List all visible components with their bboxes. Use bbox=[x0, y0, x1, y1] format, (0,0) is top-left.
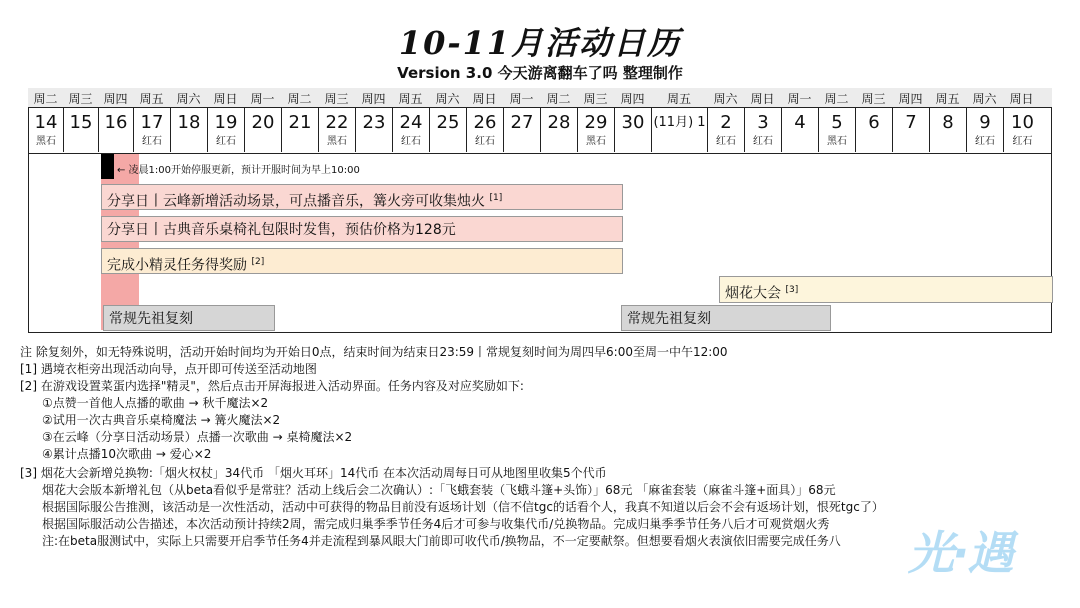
date-stone-tag: 红石 bbox=[401, 136, 421, 147]
note-3-line: 根据国际服活动公告描述，本次活动预计持续2周，需完成归巢季季节任务4后才可参与收集代币/兑换物品。完成归巢季季节任务八后才可观赏烟火秀 bbox=[42, 517, 830, 531]
date-stone-tag: 红石 bbox=[216, 136, 236, 147]
weekday-label: 周二 bbox=[824, 92, 849, 106]
date-number: 28 bbox=[547, 112, 571, 133]
note-2-item: ④累计点播10次歌曲 → 爱心×2 bbox=[42, 447, 212, 461]
date-number: 14 bbox=[34, 112, 58, 133]
date-number: 5 bbox=[831, 112, 843, 133]
date-number: 18 bbox=[177, 112, 201, 133]
weekday-label: 周三 bbox=[68, 92, 93, 106]
date-stone-tag: 红石 bbox=[1012, 136, 1033, 147]
event-bar-share-day-gift bbox=[101, 216, 623, 242]
date-number: 25 bbox=[436, 112, 460, 133]
event-bar-fireworks bbox=[719, 276, 1053, 303]
weekday-label: 周四 bbox=[898, 92, 923, 106]
weekday-label: 周六 bbox=[972, 92, 997, 106]
date-stone-tag: 红石 bbox=[753, 136, 773, 147]
weekday-label: 周四 bbox=[103, 92, 128, 106]
note-1: [1] 遇境衣柜旁出现活动向导，点开即可传送至活动地图 bbox=[20, 362, 317, 376]
date-cell bbox=[930, 108, 967, 152]
weekday-label: 周五 bbox=[139, 92, 164, 106]
date-cell bbox=[782, 108, 819, 152]
note-2: [2] 在游戏设置菜蛋内选择"精灵"，然后点击开屏海报进入活动界面。任务内容及对应奖励如下: bbox=[20, 379, 524, 393]
date-cell bbox=[893, 108, 930, 152]
footnote-ref: [3] bbox=[785, 285, 799, 295]
weekday-label: 周日 bbox=[750, 92, 775, 106]
weekday-label: 周五 bbox=[398, 92, 423, 106]
event-bar-ancestor-rerun-1 bbox=[103, 305, 275, 331]
maintenance-marker bbox=[101, 154, 114, 179]
weekday-label: 周一 bbox=[509, 92, 534, 106]
event-label: 完成小精灵任务得奖励 bbox=[107, 257, 247, 274]
date-number: 22 bbox=[325, 112, 349, 133]
note-2-item: ①点赞一首他人点播的歌曲 → 秋千魔法×2 bbox=[42, 396, 269, 410]
activity-calendar bbox=[28, 88, 1052, 333]
date-stone-tag: 黑石 bbox=[327, 136, 347, 147]
date-cell bbox=[504, 108, 541, 152]
date-cell bbox=[282, 108, 319, 152]
date-number: 16 bbox=[104, 112, 128, 133]
date-cell bbox=[208, 108, 245, 152]
watermark-logo: 光·遇 bbox=[908, 526, 1012, 580]
date-stone-tag: 红石 bbox=[975, 136, 995, 147]
weekday-label: 周二 bbox=[33, 92, 58, 106]
weekday-label: 周四 bbox=[361, 92, 386, 106]
event-label: 常规先祖复刻 bbox=[109, 311, 193, 327]
footnote-ref: [1] bbox=[489, 193, 503, 203]
date-cell bbox=[29, 108, 64, 152]
footnote-ref: [2] bbox=[251, 257, 265, 267]
date-number: (11月) 1 bbox=[653, 115, 706, 130]
date-stone-tag: 红石 bbox=[142, 136, 162, 147]
date-stone-tag: 黑石 bbox=[586, 136, 606, 147]
date-cell bbox=[856, 108, 893, 152]
date-cell bbox=[467, 108, 504, 152]
date-stone-tag: 红石 bbox=[716, 136, 736, 147]
date-number: 19 bbox=[214, 112, 238, 133]
weekday-label: 周日 bbox=[213, 92, 238, 106]
weekday-label: 周三 bbox=[861, 92, 886, 106]
event-bar-spirit-task bbox=[101, 248, 623, 274]
weekday-label: 周三 bbox=[583, 92, 608, 106]
weekday-label: 周日 bbox=[1009, 92, 1034, 106]
weekday-label: 周一 bbox=[787, 92, 812, 106]
date-cell bbox=[356, 108, 393, 152]
date-number: 24 bbox=[399, 112, 423, 133]
date-stone-tag: 黑石 bbox=[36, 136, 56, 147]
date-cell bbox=[541, 108, 578, 152]
events-area bbox=[28, 154, 1052, 333]
date-number: 7 bbox=[905, 112, 917, 133]
date-number: 8 bbox=[942, 112, 954, 133]
event-label: 常规先祖复刻 bbox=[627, 311, 711, 327]
note-3-line: 烟花大会版本新增礼包（从beta看似乎是常驻？活动上线后会二次确认）:「飞蛾套装（飞蛾斗篷+头饰）」68元 「麻雀套装（麻雀斗篷+面具）」68元 bbox=[42, 483, 836, 497]
date-cell bbox=[319, 108, 356, 152]
note-2-item: ③在云峰（分享日活动场景）点播一次歌曲 → 桌椅魔法×2 bbox=[42, 430, 353, 444]
date-number: 15 bbox=[69, 112, 93, 133]
general-note: 注 除复刻外，如无特殊说明，活动开始时间均为开始日0点，结束时间为结束日23:59丨常规复刻时间为周四早6:00至周一中午12:00 bbox=[20, 345, 728, 359]
page-subtitle: Version 3.0 今天游离翻车了吗 整理制作 bbox=[397, 64, 683, 82]
event-label: 烟花大会 bbox=[725, 285, 781, 302]
date-stone-tag: 黑石 bbox=[827, 136, 847, 147]
weekday-label: 周一 bbox=[250, 92, 275, 106]
date-number: 10 bbox=[1011, 112, 1034, 133]
weekday-label: 周二 bbox=[287, 92, 312, 106]
note-3: [3] 烟花大会新增兑换物:「烟火权杖」34代币 「烟火耳环」14代币 在本次活动周每日可从地图里收集5个代币 bbox=[20, 466, 607, 480]
date-cell bbox=[745, 108, 782, 152]
date-number: 29 bbox=[584, 112, 608, 133]
weekday-label: 周五 bbox=[666, 92, 691, 106]
date-stone-tag: 红石 bbox=[475, 136, 495, 147]
date-cell bbox=[99, 108, 134, 152]
date-cell bbox=[578, 108, 615, 152]
weekday-label: 周六 bbox=[713, 92, 738, 106]
page-title: 10-11月活动日历 bbox=[398, 24, 682, 62]
note-3-line: 注:在beta服测试中，实际上只需要开启季节任务4并走流程到暴风眼大门前即可收代币/换物品，不一定要献祭。但想要看烟火表演依旧需要完成任务八 bbox=[42, 534, 841, 548]
date-cell bbox=[171, 108, 208, 152]
event-label: 分享日丨云峰新增活动场景，可点播音乐，篝火旁可收集烛火 bbox=[107, 193, 485, 210]
date-number: 4 bbox=[794, 112, 806, 133]
weekday-label: 周四 bbox=[620, 92, 645, 106]
date-cell bbox=[245, 108, 282, 152]
date-number: 9 bbox=[979, 112, 991, 133]
maintenance-notice: ← 凌晨1:00开始停服更新，预计开服时间为早上10:00 bbox=[117, 165, 360, 176]
date-number: 6 bbox=[868, 112, 880, 133]
date-number: 30 bbox=[621, 112, 645, 133]
date-cell bbox=[819, 108, 856, 152]
date-number: 23 bbox=[362, 112, 386, 133]
date-number: 21 bbox=[288, 112, 312, 133]
date-number: 20 bbox=[251, 112, 275, 133]
event-label: 分享日丨古典音乐桌椅礼包限时发售，预估价格为128元 bbox=[107, 222, 456, 238]
date-number: 2 bbox=[720, 112, 732, 133]
date-cell bbox=[1004, 108, 1041, 152]
weekday-label: 周三 bbox=[324, 92, 349, 106]
note-2-item: ②试用一次古典音乐桌椅魔法 → 篝火魔法×2 bbox=[42, 413, 281, 427]
date-cell bbox=[967, 108, 1004, 152]
date-number: 26 bbox=[473, 112, 497, 133]
date-number: 27 bbox=[510, 112, 534, 133]
date-cell bbox=[430, 108, 467, 152]
weekday-label: 周五 bbox=[935, 92, 960, 106]
event-bar-ancestor-rerun-2 bbox=[621, 305, 831, 331]
date-cell bbox=[64, 108, 99, 152]
date-number: 3 bbox=[757, 112, 769, 133]
date-cell bbox=[615, 108, 652, 152]
note-3-line: 根据国际服公告推测，该活动是一次性活动，活动中可获得的物品目前没有返场计划（信不信tgc的话看个人，我真不知道以后会不会有返场计划，恨死tgc了） bbox=[42, 500, 884, 514]
footnotes bbox=[20, 344, 1060, 550]
weekday-label: 周日 bbox=[472, 92, 497, 106]
event-bar-share-day-scene bbox=[101, 184, 623, 210]
date-cell bbox=[652, 108, 708, 152]
date-row bbox=[28, 107, 1052, 154]
date-cell bbox=[393, 108, 430, 152]
weekday-label: 周六 bbox=[176, 92, 201, 106]
date-number: 17 bbox=[140, 112, 164, 133]
weekday-label: 周二 bbox=[546, 92, 571, 106]
date-cell bbox=[134, 108, 171, 152]
weekday-label: 周六 bbox=[435, 92, 460, 106]
date-cell bbox=[708, 108, 745, 152]
